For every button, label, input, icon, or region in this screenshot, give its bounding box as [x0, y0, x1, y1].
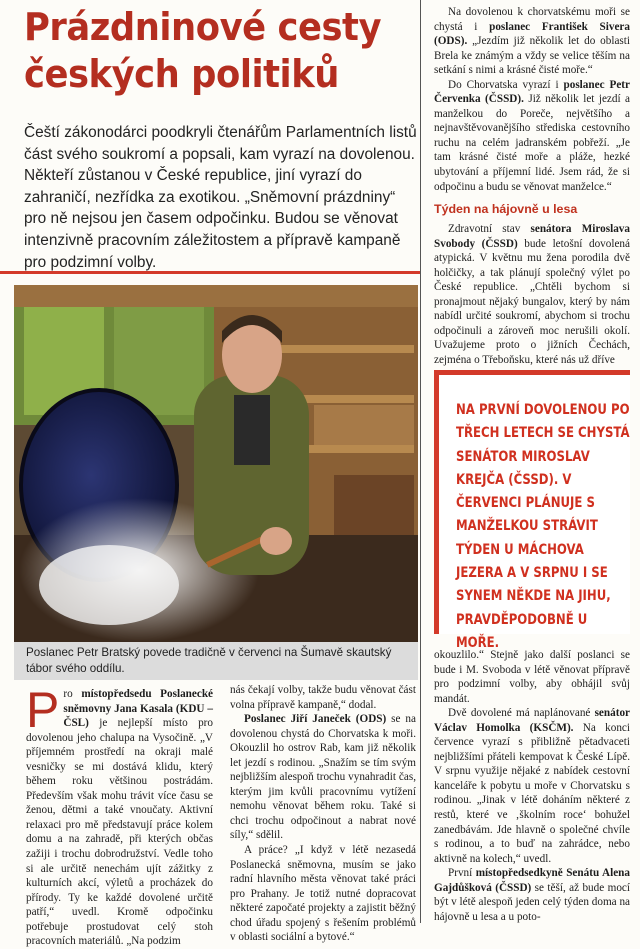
- column-middle-paragraph-1: nás čekají volby, takže budu věnovat část volna přípravě kampaně,“ dodal.: [230, 684, 416, 711]
- column-divider: [420, 0, 421, 923]
- title-line-2: českých politiků: [24, 52, 339, 96]
- column-right-paragraph-3: Zdravotní stav senátora Miroslava Svobody (ČSSD) bude letošní dovolená atypická. V květnu mu žena porodila dvě holčičky, a tak plánují společný výlet po České republice. „Chtěli bychom si pronajmout nějaký bungalov, který by nám nabídl určité soukromí, abychom si trochu odpočinuli a zároveň moc nerušili okolí. Uvažujeme proto o jižních Čechách, zejména o Třeboňsku, které nás už dříve: [434, 223, 630, 366]
- section-subheading: Týden na hájovně u lesa: [434, 202, 578, 216]
- column-right-paragraph-2: Do Chorvatska vyrazí i poslanec Petr Červenka (ČSSD). Již několik let jezdí a manželkou do Poreče, největšího a nejnavštěvovanějšího střediska cestovního ruchu na celém jadranském pobřeží. „Je tam krásné čisté moře a pláže, hezké ubytování a příjemní lidé. Jsem rád, že si odpočinu a budu se věnovat manželce.“: [434, 78, 630, 193]
- pull-quote-text: NA PRVNÍ DOVOLENOU PO TŘECH LETECH SE CHYSTÁ SENÁTOR MIROSLAV KREJČA (ČSSD). V ČERVENCI PLÁNUJE S MANŽELKOU STRÁVIT TÝDEN U MÁCHOVA JEZERA A V SRPNU I SE SYNEM NĚKDE NA JIHU, PRAVDĚPODOBNĚ U MOŘE.: [456, 402, 630, 651]
- article-column-right-top: [434, 5, 630, 194]
- article-column-left: [26, 682, 213, 949]
- article-photo: [14, 285, 418, 642]
- photo-illustration: [14, 285, 418, 642]
- column-right-paragraph-1: Na dovolenou k chorvatskému moři se chystá i poslanec František Sivera (ODS). „Jezdím již několik let do oblasti Brela ke známým a vždy se velice těším na setkání s nimi a krásné čisté moře.“: [434, 6, 630, 77]
- pull-quote-box: [434, 370, 630, 651]
- article-column-right-middle: [434, 222, 630, 367]
- column-middle-paragraph-3: A práce? „I když v létě nezasedá Poslanecká sněmovna, musím se jako radní hlavního města věnovat také práci pro Prahany. Je totiž nutné dopracovat některé započaté projekty a zajistit běžný chod úřadu spojený s řešením problémů v oblasti sociální a bytové.“: [230, 844, 416, 944]
- article-lead: Čeští zákonodárci poodkryli čtenářům Parlamentních listů část svého soukromí a popsali, kam vyrazí na dovolenou. Někteří zůstanou v České republice, jiní vyrazí do zahraničí, nezřídka za exotikou. „Sněmovní prázdniny“ pro ně nejsou jen časem odpočinku. Budou se věnovat intenzivně pracovním záležitostem a přípravě kampaně pro podzimní volby.: [24, 124, 417, 271]
- photo-caption: Poslanec Petr Bratský povede tradičně v červenci na Šumavě skautský tábor svého oddílu.: [14, 642, 418, 680]
- article-title: [24, 4, 392, 98]
- article-column-middle: [230, 683, 416, 945]
- column-right-paragraph-5: Dvě dovolené má naplánované senátor Václav Homolka (KSČM). Na konci července vyrazí s přibližně pětadvaceti nejbližšími přáteli kempovat k České Lípě. V srpnu využije nějaké z nabídek cestovní kanceláře k pobytu u moře v Chorvatsku s rodinou. „Jinak v létě doháním některé z restů, které ve ‚školním roce‘ bohužel zanedbávám. Jde hlavně o společné chvíle s rodinou, a to buď na zahrádce, nebo aktivně na kolech,“ uvedl.: [434, 707, 630, 865]
- article-column-right-bottom: [434, 648, 630, 924]
- column-middle-paragraph-2: Poslanec Jiří Janeček (ODS) se na dovolenou chystá do Chorvatska k moři. Okouzlil ho ostrov Rab, kam již několik let jezdí s rodinou. „Snažím se tím svým nejbližším alespoň trochu vynahradit čas, kterým jim kvůli pracovnímu vytížení nemohu věnovat během roku. Také si chci trochu odpočinout a nabrat nové síly,“ sdělil.: [230, 713, 416, 842]
- drop-cap: P: [26, 682, 60, 738]
- column-left-paragraph-1: Pro místopředsedu Poslanecké sněmovny Jana Kasala (KDU – ČSL) je nejlepší místo pro dovolenou jeho chalupa na Vysočině. „V příjemném prostředí na okraji malé vesničky se mi dostává klidu, který během roku většinou postrádám. Především však mohu trávit více času se ženou, dětmi a také vnoučaty. Aktivní relaxaci pro mě představují práce kolem domu a na zahradě, při kterých občas zažiji i trochu dobrodružství. Vedle toho si ale určitě nenechám ujít zážitky z kulturních akcí, výletů a procházek do přírody. Ty ke každé dovolené určitě patří,“ uvedl. Kromě odpočinku potřebuje prostudovat celý stoh pracovních materiálů. „Na podzim: [26, 682, 213, 948]
- red-divider: [0, 271, 420, 274]
- column-right-paragraph-4: okouzlilo.“ Stejně jako další poslanci se bude i M. Svoboda v létě věnovat přípravě pro podzimní volby, aby obhájil svůj mandát.: [434, 649, 630, 705]
- column-right-paragraph-6: První místopředsedkyně Senátu Alena Gajdůšková (ČSSD) se těší, až bude mocí být v létě alespoň jeden celý týden doma na hájovně u lesa a u poto-: [434, 867, 630, 923]
- title-line-1: Prázdninové cesty: [24, 5, 382, 49]
